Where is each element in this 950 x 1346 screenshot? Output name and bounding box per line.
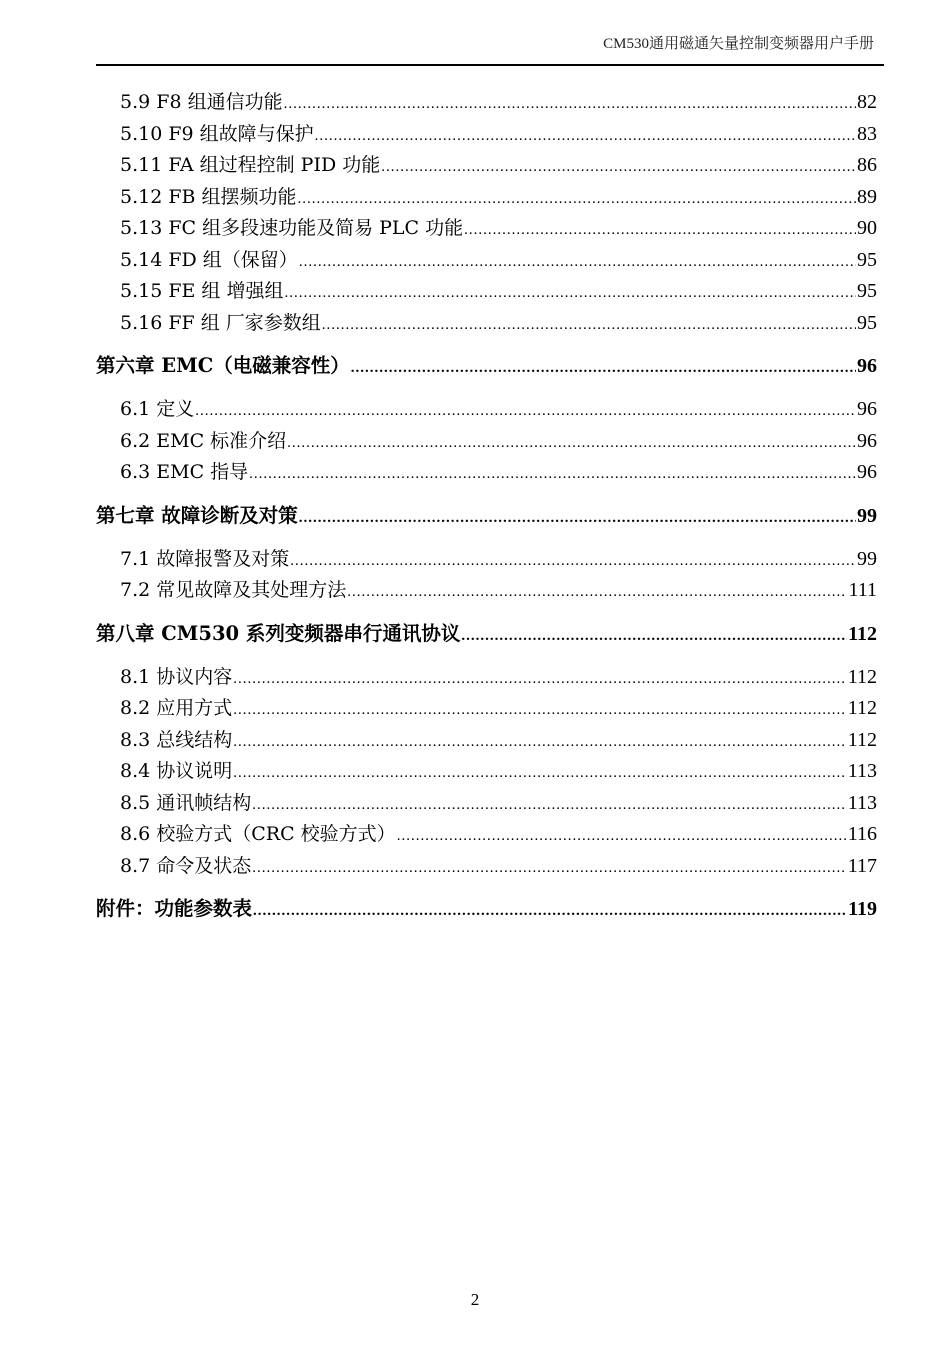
toc-entry-page: 99	[857, 547, 877, 570]
toc-entry[interactable]	[96, 757, 877, 789]
toc-leader	[253, 897, 847, 925]
toc-entry-label: 6.3 EMC 指导	[120, 461, 249, 483]
toc-chapter[interactable]	[96, 895, 877, 925]
toc-chapter[interactable]	[96, 352, 877, 382]
toc-entry-page: 113	[847, 791, 877, 814]
toc-entry-label: 6.1 定义	[120, 398, 195, 420]
toc-entry-label: 8.5 通讯帧结构	[120, 791, 252, 814]
toc-entry-page: 95	[857, 248, 877, 271]
toc-entry[interactable]	[96, 120, 877, 152]
toc-entry-label: 5.10 F9 组故障与保护	[120, 122, 314, 145]
toc-chapter[interactable]	[96, 620, 877, 650]
toc-chapter-page: 96	[857, 355, 877, 377]
toc-entry-page: 83	[857, 122, 877, 145]
toc-entry-label: 5.14 FD 组（保留）	[120, 248, 298, 271]
toc-entry-label: 5.11 FA 组过程控制 PID 功能	[120, 154, 381, 176]
toc-entry-page: 112	[847, 697, 877, 719]
toc-entry[interactable]	[96, 214, 877, 246]
toc-chapter-page: 99	[857, 504, 877, 527]
toc-entry[interactable]	[96, 88, 877, 120]
toc-leader	[397, 822, 847, 852]
toc-entry-page: 112	[847, 665, 877, 688]
toc-entry[interactable]	[96, 246, 877, 278]
toc-leader	[322, 311, 856, 341]
toc-leader	[195, 397, 856, 427]
toc-entry[interactable]	[96, 545, 877, 577]
toc-entry[interactable]	[96, 726, 877, 758]
toc-entry[interactable]	[96, 820, 877, 852]
toc-entry-label: 5.15 FE 组 增强组	[120, 280, 284, 302]
toc-entry-page: 95	[857, 311, 877, 334]
toc-entry[interactable]	[96, 427, 877, 459]
toc-entry-page: 112	[847, 728, 877, 751]
toc-entry[interactable]	[96, 309, 877, 341]
toc-entry-label: 5.16 FF 组 厂家参数组	[120, 311, 321, 334]
toc-leader	[299, 504, 856, 532]
toc-entry-page: 96	[857, 429, 877, 452]
toc-entry-page: 89	[857, 185, 877, 208]
toc-entry-page: 95	[857, 280, 877, 302]
header-title: CM530通用磁通矢量控制变频器用户手册	[603, 36, 874, 52]
toc-entry[interactable]	[96, 576, 877, 608]
page-header	[96, 26, 884, 66]
toc-chapter-label: 附件：功能参数表	[96, 897, 253, 920]
toc-entry-page: 116	[847, 823, 877, 845]
toc-entry-page: 117	[847, 854, 877, 877]
toc-entry-label: 7.2 常见故障及其处理方法	[120, 579, 347, 601]
toc-entry-label: 8.3 总线结构	[120, 728, 233, 751]
toc-entry-page: 90	[857, 217, 877, 239]
page-number: 2	[470, 1290, 480, 1309]
toc-entry-label: 8.7 命令及状态	[120, 854, 252, 877]
table-of-contents	[96, 88, 877, 938]
toc-leader	[284, 279, 856, 309]
toc-entry-label: 8.1 协议内容	[120, 665, 233, 688]
toc-leader	[233, 728, 846, 758]
toc-chapter-label: 第六章 EMC（电磁兼容性）	[96, 354, 350, 377]
toc-entry-page: 82	[857, 91, 877, 113]
toc-leader	[252, 791, 846, 821]
toc-leader	[347, 578, 847, 608]
toc-chapter-label: 第八章 CM530 系列变频器串行通讯协议	[96, 621, 461, 645]
toc-entry-label: 8.6 校验方式（CRC 校验方式）	[120, 823, 396, 845]
toc-chapter-page: 112	[848, 622, 877, 645]
toc-chapter-page: 119	[848, 898, 877, 920]
toc-leader	[315, 122, 856, 152]
toc-leader	[287, 429, 856, 459]
toc-leader	[233, 696, 846, 726]
toc-entry[interactable]	[96, 151, 877, 183]
toc-leader	[233, 665, 846, 695]
toc-entry-label: 8.4 协议说明	[120, 760, 233, 782]
toc-leader	[290, 547, 856, 577]
toc-entry[interactable]	[96, 277, 877, 309]
toc-entry-label: 8.2 应用方式	[120, 697, 233, 719]
toc-leader	[299, 248, 856, 278]
toc-entry[interactable]	[96, 694, 877, 726]
toc-entry-label: 5.12 FB 组摆频功能	[120, 185, 297, 208]
toc-leader	[252, 854, 846, 884]
toc-entry[interactable]	[96, 789, 877, 821]
toc-entry-label: 5.9 F8 组通信功能	[120, 91, 283, 113]
toc-leader	[461, 622, 847, 650]
toc-leader	[381, 153, 856, 183]
toc-chapter[interactable]	[96, 502, 877, 532]
toc-leader	[351, 354, 856, 382]
toc-entry-page: 113	[847, 760, 877, 782]
toc-entry[interactable]	[96, 183, 877, 215]
toc-entry-page: 96	[857, 461, 877, 483]
toc-entry[interactable]	[96, 395, 877, 427]
toc-entry[interactable]	[96, 458, 877, 490]
toc-chapter-label: 第七章 故障诊断及对策	[96, 503, 298, 527]
toc-entry-label: 6.2 EMC 标准介绍	[120, 429, 287, 452]
toc-entry-page: 96	[857, 398, 877, 420]
toc-leader	[298, 185, 856, 215]
toc-entry-label: 7.1 故障报警及对策	[120, 547, 290, 570]
toc-entry-label: 5.13 FC 组多段速功能及简易 PLC 功能	[120, 217, 464, 239]
toc-leader	[284, 90, 856, 120]
toc-leader	[464, 216, 856, 246]
toc-entry-page: 111	[848, 579, 877, 601]
toc-leader	[233, 759, 846, 789]
toc-entry[interactable]	[96, 852, 877, 884]
toc-leader	[249, 460, 856, 490]
toc-entry-page: 86	[857, 154, 877, 176]
toc-entry[interactable]	[96, 663, 877, 695]
